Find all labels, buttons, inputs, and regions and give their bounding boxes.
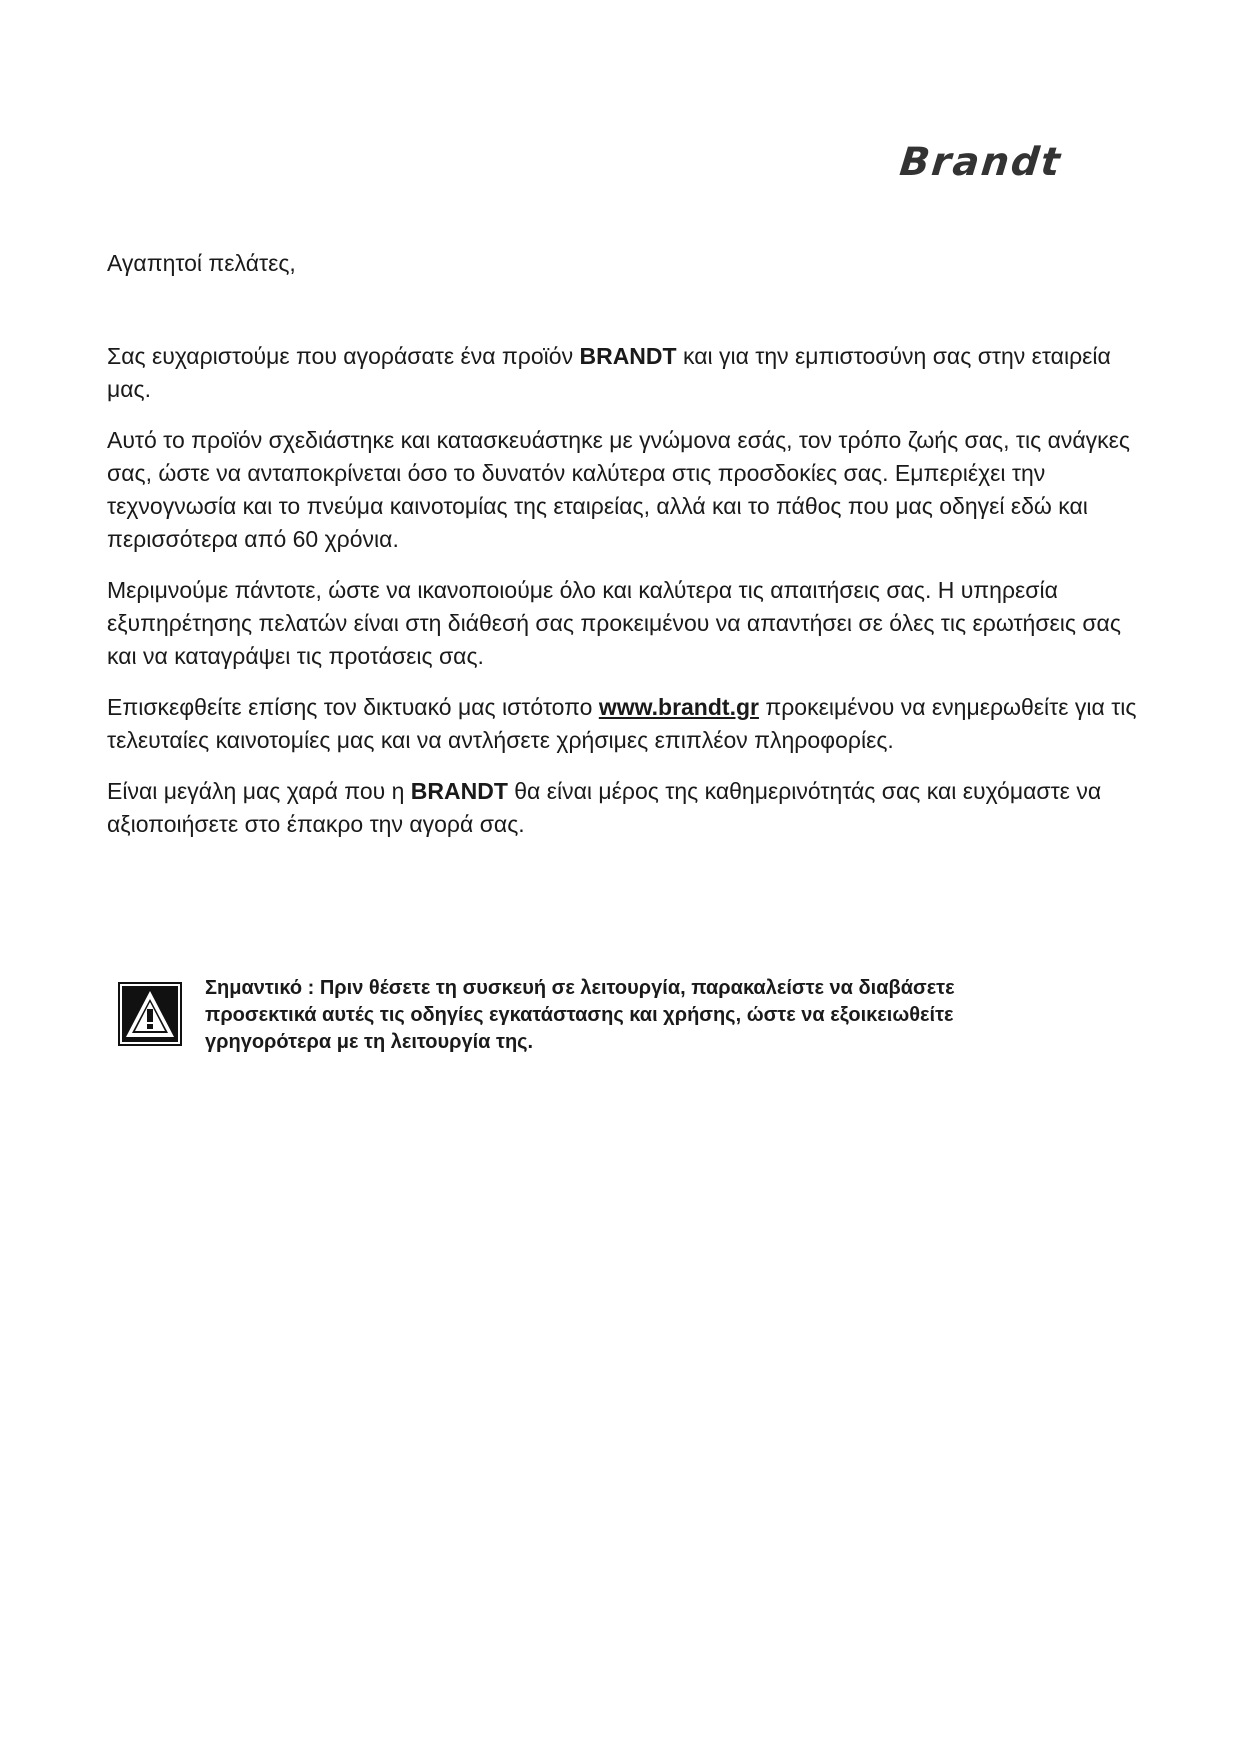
brand-name: BRANDT [579,343,677,369]
website-link[interactable]: www.brandt.gr [598,694,759,720]
website-text-end: προκειμένου να ενημερωθείτε για τις τελευταίες καινοτομίες μας και να αντλήσετε χρήσιμες επιπλέον πληροφορίες. [107,694,1137,753]
letter-body [107,340,1137,859]
website-text: Επισκεφθείτε επίσης τον δικτυακό μας ιστότοπο [107,694,599,720]
paragraph-closing [107,775,1137,841]
notice-text: Σημαντικό : Πριν θέσετε τη συσκευή σε λειτουργία, παρακαλείστε να διαβάσετε προσεκτικά αυτές τις οδηγίες εγκατάστασης και χρήσης, ώστε να εξοικειωθείτε γρηγορότερα με τη λειτουργία της. [205,977,955,1053]
paragraph-product: Αυτό το προϊόν σχεδιάστηκε και κατασκευάστηκε με γνώμονα εσάς, τον τρόπο ζωής σας, τις ανάγκες σας, ώστε να ανταποκρίνεται όσο το δυνατόν καλύτερα στις προσδοκίες σας. Εμπεριέχει την τεχνογνωσία και το πνεύμα καινοτομίας της εταιρείας, αλλά και το πάθος που μας οδηγεί εδώ και περισσότερα από 60 χρόνια. [107,427,1131,552]
closing-text: Είναι μεγάλη μας χαρά που η [107,778,411,804]
greeting: Αγαπητοί πελάτες, [107,250,296,276]
paragraph-service: Μεριμνούμε πάντοτε, ώστε να ικανοποιούμε όλο και καλύτερα τις απαιτήσεις σας. Η υπηρεσία εξυπηρέτησης πελατών είναι στη διάθεσή σας προκειμένου να απαντήσει σε όλες τις ερωτήσεις σας και να καταγράψει τις προτάσεις σας. [107,577,1121,669]
brand-name-closing: BRANDT [410,778,508,804]
closing-text-end: θα είναι μέρος της καθημερινότητάς σας και ευχόμαστε να αξιοποιήσετε στο έπακρο την αγορά σας. [107,778,1102,837]
paragraph-thanks [107,340,1137,406]
warning-icon [118,982,182,1046]
thanks-text: Σας ευχαριστούμε που αγοράσατε ένα προϊόν [107,343,580,369]
brandt-logo: Brandt [897,140,1064,185]
important-notice [118,975,1078,1075]
thanks-text-end: και για την εμπιστοσύνη σας στην εταιρεία μας. [107,343,1111,402]
paragraph-website [107,691,1137,757]
